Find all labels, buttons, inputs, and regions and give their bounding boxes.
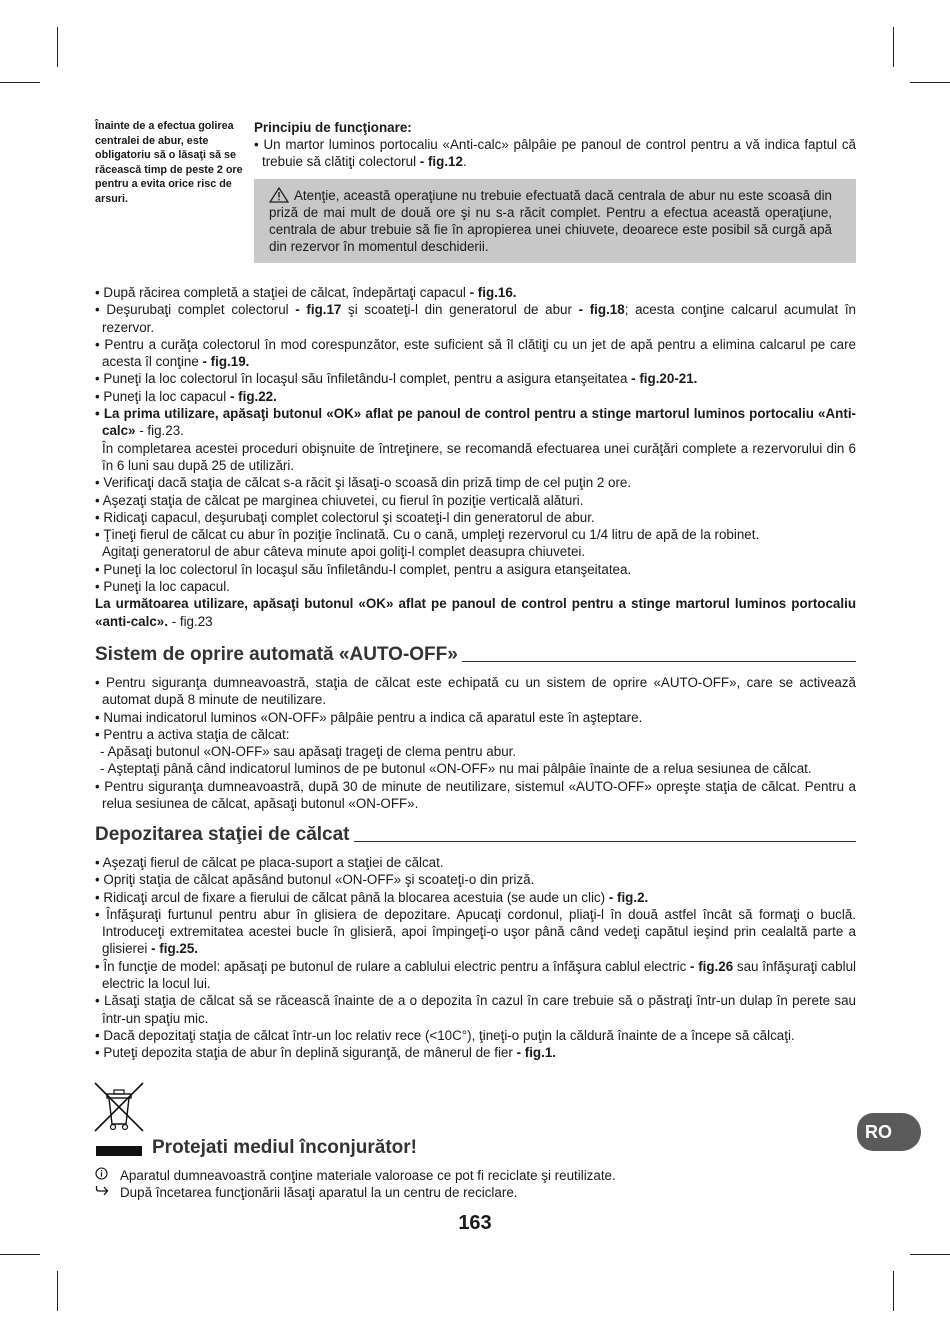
list-item: • Dacă depozitaţi staţia de călcat într-un loc relativ rece (<10C°), ţineţi-o puţin la căldură înainte de a începe să călcaţi. — [95, 1027, 795, 1043]
list-item: • Aşezaţi fierul de călcat pe placa-suport a staţiei de călcat. — [95, 855, 444, 870]
list-item: • Puneţi la loc colectorul în locaşul său înfiletându-l complet, pentru a asigura etanşeitatea - fig.20-21. — [95, 371, 698, 387]
crop-mark — [57, 27, 58, 67]
list-item: • Puneţi la loc capacul. — [95, 579, 230, 595]
list-item-continuation: Agitaţi generatorul de abur câteva minute apoi goliţi-l complet deasupra chiuvetei. — [102, 544, 586, 560]
paragraph: În completarea acestei proceduri obişnuite de întreţinere, se recomandă efectuarea unei curăţări complete a rezervorului din 6 în 6 luni sau după 25 de utilizări. — [102, 440, 856, 473]
final-note: La următoarea utilizare, apăsaţi butonul «OK» aflat pe panoul de control pentru a stinge martorul luminos portocaliu «anti-calc». - fig.23 — [95, 596, 856, 629]
environment-line: După încetarea funcţionării lăsaţi aparatul la un centru de reciclare. — [95, 1184, 517, 1201]
page-number: 163 — [458, 1212, 492, 1234]
list-item: • Deşurubaţi complet colectorul - fig.17 şi scoateţi-l din generatorul de abur - fig.18; acesta conţine calcarul acumulat în rezervor. — [95, 302, 856, 335]
warning-triangle-icon — [269, 187, 289, 203]
list-item: • În funcţie de model: apăsaţi pe butonul de rulare a cablului electric pentru a înfăşura cablul electric - fig.26 sau înfăşuraţi cablul electric la locul lui. — [95, 958, 857, 992]
principle-title: Principiu de funcţionare: — [254, 120, 412, 135]
crop-mark — [893, 1271, 894, 1311]
list-item: • Ţineţi fierul de călcat cu abur în poziţie înclinată. Cu o cană, umpleţi rezervorul cu 1/4 litru de apă de la robinet. — [95, 527, 760, 543]
sub-list-item: - Apăsaţi butonul «ON-OFF» sau apăsaţi trageţi de clema pentru abur. — [100, 744, 517, 760]
list-item: • Pentru siguranţa dumneavoastră, staţia de călcat este echipată cu un sistem de oprire «AUTO-OFF», care se activează automat după 8 minute de neutilizare. — [95, 675, 856, 708]
list-item: • Puteţi depozita staţia de abur în deplină siguranţă, de mânerul de fier - fig.1. — [95, 1045, 556, 1061]
crop-mark — [57, 1271, 58, 1311]
list-item: • Ridicaţi arcul de fixare a fierului de călcat până la blocarea acestuia (se aude un clic) - fig.2. — [95, 889, 649, 905]
crop-mark — [893, 27, 894, 67]
crop-mark — [910, 1254, 950, 1255]
section-heading-auto-off: Sistem de oprire automată «AUTO-OFF» — [95, 644, 856, 666]
environment-title: Protejati mediul înconjurător! — [152, 1137, 417, 1158]
storage-list — [95, 854, 856, 1062]
list-item: • Pentru siguranţa dumneavoastră, după 30 de minute de neutilizare, sistemul «AUTO-OFF» opreşte staţia de călcat. Pentru a relua sesiunea de călcat, apăsaţi butonul «ON-OFF». — [95, 778, 856, 812]
crop-mark — [0, 1254, 40, 1255]
list-item: • Lăsaţi staţia de călcat să se răcească înainte de a o depozita în cazul în care trebuie să o păstraţi într-un dulap în perete sau într-un spaţiu mic. — [95, 993, 856, 1026]
list-item: • Opriţi staţia de călcat apăsând butonul «ON-OFF» şi scoateţi-o din priză. — [95, 872, 535, 888]
section-marker-bar — [96, 1146, 142, 1156]
arrow-right-icon — [95, 1185, 109, 1197]
list-item: • Verificaţi dacă staţia de călcat s-a răcit şi lăsaţi-o scoasă din priză timp de cel puţin 2 ore. — [95, 475, 632, 491]
language-badge: RO — [857, 1113, 921, 1151]
maintenance-steps — [95, 284, 856, 630]
side-note: Înainte de a efectua golirea centralei de abur, este obligatoriu să o lăsaţi să se răcească timp de peste 2 ore pentru a evita orice risc de arsuri. — [95, 120, 243, 205]
list-item: • Pentru a curăţa colectorul în mod corespunzător, este suficient să îl clătiţi cu un jet de apă pentru a elimina calcarul pe care acesta îl conţine - fig.19. — [95, 336, 856, 370]
list-item: • Numai indicatorul luminos «ON-OFF» pâlpâie pentru a indica că aparatul este în aşteptare. — [95, 709, 643, 725]
warning-box — [254, 179, 856, 263]
list-item: • Înfăşuraţi furtunul pentru abur în glisiera de depozitare. Apucaţi cordonul, pliaţi-l în două astfel încât să formaţi o buclă. Introduceţi extremitatea acestei bucle în glisieră, apoi împingeţi-o uşor până când vedeţi capătul ieşind prin cealaltă parte a glisierei - fig.25. — [95, 906, 856, 957]
list-item: • Puneţi la loc colectorul în locaşul său înfiletându-l complet, pentru a asigura etanşeitatea. — [95, 561, 632, 577]
list-item: • Pentru a activa staţia de călcat: — [95, 726, 290, 742]
sub-list-item: - Aşteptaţi până când indicatorul luminos de pe butonul «ON-OFF» nu mai pâlpâie înainte de a relua sesiunea de călcat. — [100, 761, 812, 777]
auto-off-list — [95, 674, 856, 812]
list-item: • După răcirea completă a staţiei de călcat, îndepărtaţi capacul - fig.16. — [95, 285, 517, 300]
info-icon — [95, 1167, 108, 1180]
environment-line: Aparatul dumneavoastră conţine materiale valoroase ce pot fi reciclate şi reutilizate. — [95, 1167, 616, 1184]
principle-section — [254, 119, 856, 170]
list-item: • La prima utilizare, apăsaţi butonul «OK» aflat pe panoul de control pentru a stinge martorul luminos portocaliu «Anti-calc» - fig.23. — [95, 406, 856, 439]
crop-mark — [0, 82, 40, 83]
warning-text: Atenţie, această operaţiune nu trebuie efectuată dacă centrala de abur nu este scoasă din priză de mai mult de două ore şi nu s-a răcit complet. Pentru a efectua această operaţiune, centrala de abur trebuie să fie în apropierea unei chiuvete, deoarece este posibil să curgă apă din rezervor în momentul deschiderii. — [269, 188, 832, 254]
list-item: • Aşezaţi staţia de călcat pe marginea chiuvetei, cu fierul în poziţie verticală alături. — [95, 492, 584, 508]
list-item: • Puneţi la loc capacul - fig.22. — [95, 388, 277, 404]
list-item: • Ridicaţi capacul, deşurubaţi complet colectorul şi scoateţi-l din generatorul de abur. — [95, 509, 595, 525]
principle-bullet: • Un martor luminos portocaliu «Anti-calc» pâlpâie pe panoul de control pentru a vă indica faptul că trebuie să clătiţi colectorul - fig.12. — [254, 137, 856, 169]
section-heading-storage: Depozitarea staţiei de călcat — [95, 824, 856, 846]
crossed-bin-icon — [92, 1080, 146, 1134]
crop-mark — [910, 82, 950, 83]
